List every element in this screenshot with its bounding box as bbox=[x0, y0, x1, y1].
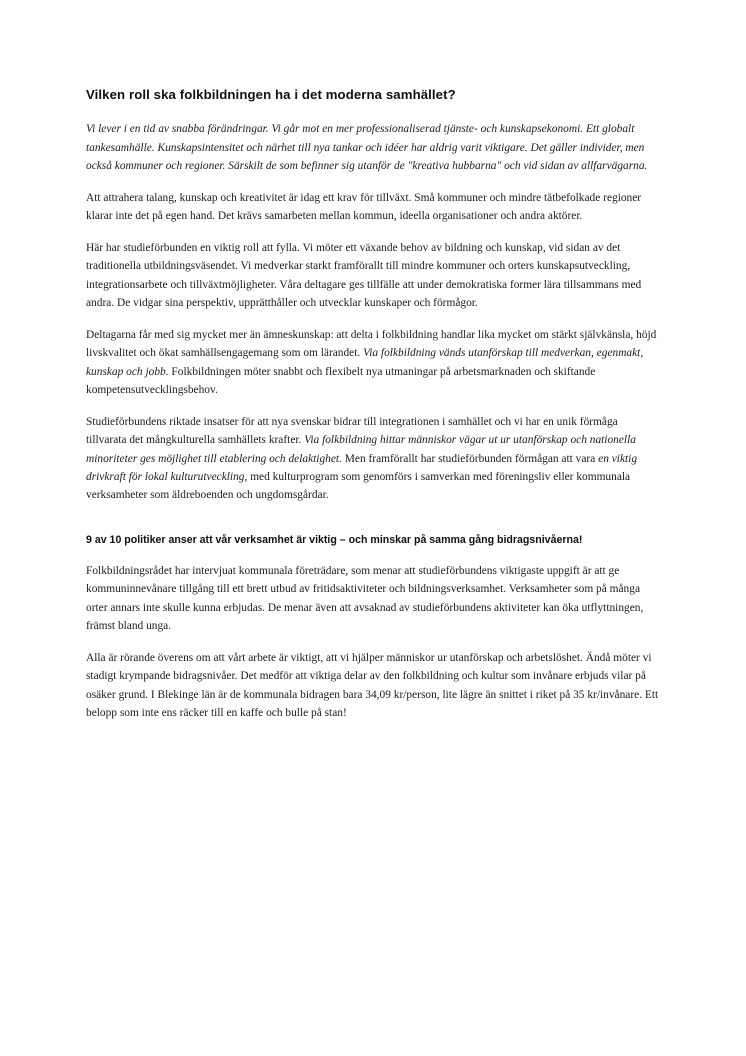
body-paragraph-2: Här har studieförbunden en viktig roll att fylla. Vi möter ett växande behov av bildning och kunskap, vid sidan av det traditionella utbildningsväsendet. Vi medverkar starkt framförallt till mindre kommuner och orters kunskapsutveckling, integrationsarbete och tillväxtmöjligheter. Våra deltagare ges tillfälle att under demokratiska former lära tillsammans med andra. De vidgar sina perspektiv, upprätthåller och utvecklar kunskaper och förmågor. bbox=[86, 241, 642, 310]
section-heading: 9 av 10 politiker anser att vår verksamhet är viktig – och minskar på samma gång bidragsnivåerna! bbox=[86, 533, 583, 546]
paragraph-4-emphasis-1: Via folkbildning hittar människor vägar ut ur utanförskap och nationella minoriteter ges möjlighet till etablering och delaktighet. bbox=[86, 434, 636, 465]
paragraph-3-emphasis: Via folkbildning vänds utanförskap till medverkan, egenmakt, kunskap och jobb. bbox=[86, 347, 644, 378]
lead-paragraph: Vi lever i en tid av snabba förändringar. Vi går mot en mer professionaliserad tjänste- och kunskapsekonomi. Ett globalt tankesamhälle. Kunskapsintensitet och närhet till nya tankar och idéer har aldrig varit viktigare. Det gäller individer, men också kommuner och regioner. Särskilt de som befinner sig utanför de "kreativa hubbarna" och vid sidan av allfarvägarna. bbox=[86, 123, 648, 173]
section-paragraph-2: Alla är rörande överens om att vårt arbete är viktigt, att vi hjälper människor ur utanförskap och arbetslöshet. Ändå möter vi stadigt krympande bidragsnivåer. Det medför att viktiga delar av den folkbildning och kultur som invånare erbjuds vilar på osäker grund. I Blekinge län är de kommunala bidragen bara 34,09 kr/person, lite lägre än snittet i riket på 35 kr/invånare. Ett belopp som inte ens räcker till en kaffe och bulle på stan! bbox=[86, 651, 659, 720]
section-paragraph-1: Folkbildningsrådet har intervjuat kommunala företrädare, som menar att studieförbundens viktigaste uppgift är att ge kommuninnevånare tillgång till ett brett utbud av fritidsaktiviteter och bildningsverksamhet. Verksamheter som på många orter annars inte skulle kunna erbjudas. De menar även att avsaknad av studieförbundens aktiviteter kan öka utflyttningen, främst bland unga. bbox=[86, 564, 644, 633]
body-paragraph-3 bbox=[86, 326, 660, 400]
page-title: Vilken roll ska folkbildningen ha i det moderna samhället? bbox=[86, 87, 456, 102]
paragraph-4-text-middle: Men framförallt har studieförbunden förmågan att vara bbox=[341, 452, 599, 465]
paragraph-4-emphasis-2: en viktig drivkraft för lokal kulturutveckling, bbox=[86, 452, 638, 483]
paragraph-3-text-before: Deltagarna får med sig mycket mer än ämneskunskap: att delta i folkbildning handlar lika mycket om stärkt självkänsla, höjd livskvalitet och ökat samhällsengagemang som om lärandet. bbox=[86, 328, 657, 360]
paragraph-3-text-after: Folkbildningen möter snabbt och flexibelt nya utmaningar på arbetsmarknaden och skiftande kompetensutvecklingsbehov. bbox=[86, 365, 596, 397]
body-paragraph-1: Att attrahera talang, kunskap och kreativitet är idag ett krav för tillväxt. Små kommuner och mindre tätbefolkade regioner klarar inte det på egen hand. Det krävs samarbeten mellan kommun, ideella organisationer och andra aktörer. bbox=[86, 191, 642, 223]
paragraph-4-text-before: Studieförbundens riktade insatser för att nya svenskar bidrar till integrationen i samhället och vi har en unik förmåga tillvarata det mångkulturella samhällets krafter. bbox=[86, 415, 618, 447]
paragraph-4-text-after: med kulturprogram som genomförs i samverkan med föreningsliv eller kommunala verksamheter som äldreboenden och ungdomsgårdar. bbox=[86, 470, 631, 502]
body-paragraph-4 bbox=[86, 413, 660, 505]
